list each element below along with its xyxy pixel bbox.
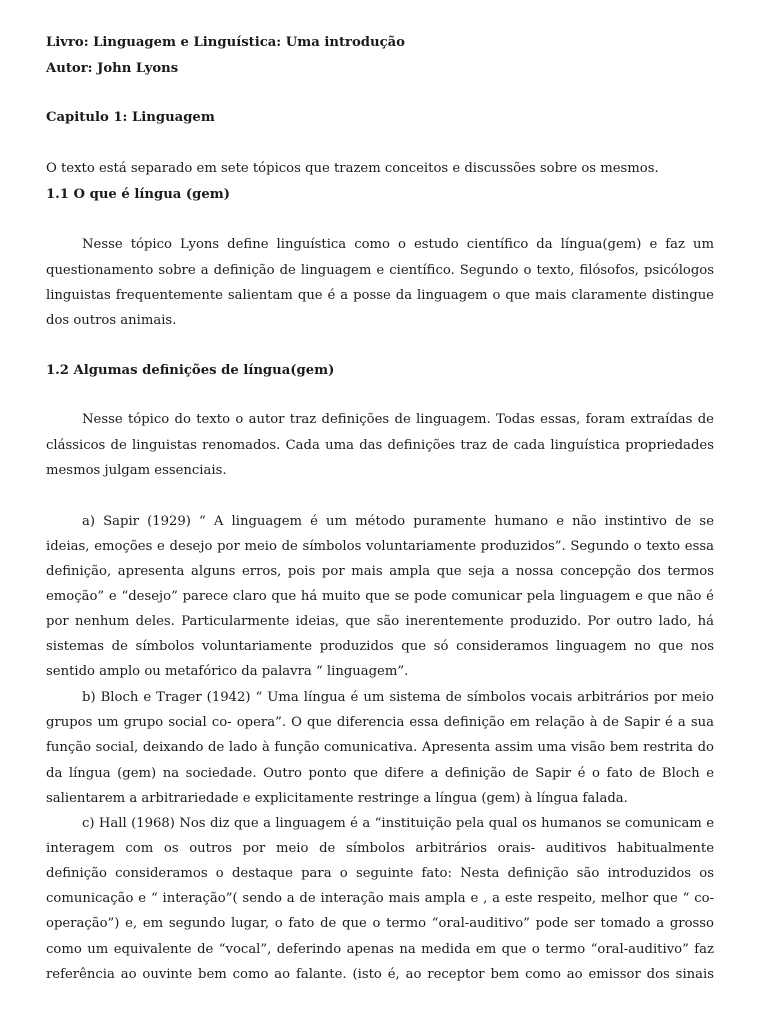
definition-c-line: referência ao ouvinte bem como ao falante. (isto é, ao receptor bem como ao emissor dos sinais [46, 967, 714, 982]
definition-a-line: ideias, emoções e desejo por meio de símbolos voluntariamente produzidos”. Segundo o texto essa [46, 539, 714, 554]
definition-a-line: sentido amplo ou metafórico da palavra “ linguagem”. [46, 664, 409, 679]
paragraph-line: Nesse tópico do texto o autor traz definições de linguagem. Todas essas, foram extraídas de [82, 412, 714, 427]
definition-b-line: grupos um grupo social co- opera”. O que diferencia essa definição em relação à de Sapir é a sua [46, 715, 714, 730]
definition-c-line: definição consideramos o destaque para o seguinte fato: Nesta definição são introduzidos os [46, 866, 714, 881]
paragraph-line: dos outros animais. [46, 313, 177, 328]
book-title: Livro: Linguagem e Linguística: Uma introdução [46, 35, 405, 50]
definition-b-line: da língua (gem) na sociedade. Outro ponto que difere a definição de Sapir é o fato de Bloch e [46, 766, 714, 781]
definition-c-line: c) Hall (1968) Nos diz que a linguagem é a “instituição pela qual os humanos se comunicam e [82, 816, 714, 831]
definition-a-line: definição, apresenta alguns erros, pois por mais ampla que seja a nossa concepção dos termos [46, 564, 714, 579]
definition-a-line: emoção” e “desejo” parece claro que há muito que se pode comunicar pela linguagem e que não é [46, 589, 714, 604]
definition-b-line: salientarem a arbitrariedade e explicitamente restringe a língua (gem) à língua falada. [46, 791, 628, 806]
paragraph-line: mesmos julgam essenciais. [46, 463, 227, 478]
intro-text: O texto está separado em sete tópicos que trazem conceitos e discussões sobre os mesmos. [46, 161, 659, 176]
definition-c-line: comunicação e “ interação”( sendo a de interação mais ampla e , a este respeito, melhor que “ co- [46, 891, 714, 906]
paragraph-line: Nesse tópico Lyons define linguística como o estudo científico da língua(gem) e faz um [82, 237, 714, 252]
chapter-title: Capitulo 1: Linguagem [46, 110, 215, 125]
section-heading-1-2: 1.2 Algumas definições de língua(gem) [46, 363, 335, 378]
author: Autor: John Lyons [46, 61, 179, 76]
definition-c-line: interagem com os outros por meio de símbolos arbitrários orais- auditivos habitualmente [46, 841, 714, 856]
definition-b-line: b) Bloch e Trager (1942) “ Uma língua é um sistema de símbolos vocais arbitrários por meio [82, 690, 714, 705]
definition-a-line: por nenhum deles. Particularmente ideias, que são inerentemente produzido. Por outro lado, há [46, 614, 714, 629]
section-heading-1-1: 1.1 O que é língua (gem) [46, 187, 230, 202]
paragraph-line: questionamento sobre a definição de linguagem e científico. Segundo o texto, filósofos, psicólogos [46, 263, 714, 278]
definition-a-line: sistemas de símbolos voluntariamente produzidos que só consideramos linguagem no que nos [46, 639, 714, 654]
definition-c-line: operação”) e, em segundo lugar, o fato de que o termo “oral-auditivo” pode ser tomado a grosso [46, 916, 714, 931]
definition-c-line: como um equivalente de “vocal”, deferindo apenas na medida em que o termo “oral-auditivo” faz [46, 942, 714, 957]
paragraph-line: clássicos de linguistas renomados. Cada uma das definições traz de cada linguística propriedades [46, 438, 714, 453]
definition-a-line: a) Sapir (1929) “ A linguagem é um método puramente humano e não instintivo de se [82, 514, 714, 529]
paragraph-line: linguistas frequentemente salientam que é a posse da linguagem o que mais claramente distingue [46, 288, 714, 303]
definition-b-line: função social, deixando de lado à função comunicativa. Apresenta assim uma visão bem restrita do [46, 740, 714, 755]
